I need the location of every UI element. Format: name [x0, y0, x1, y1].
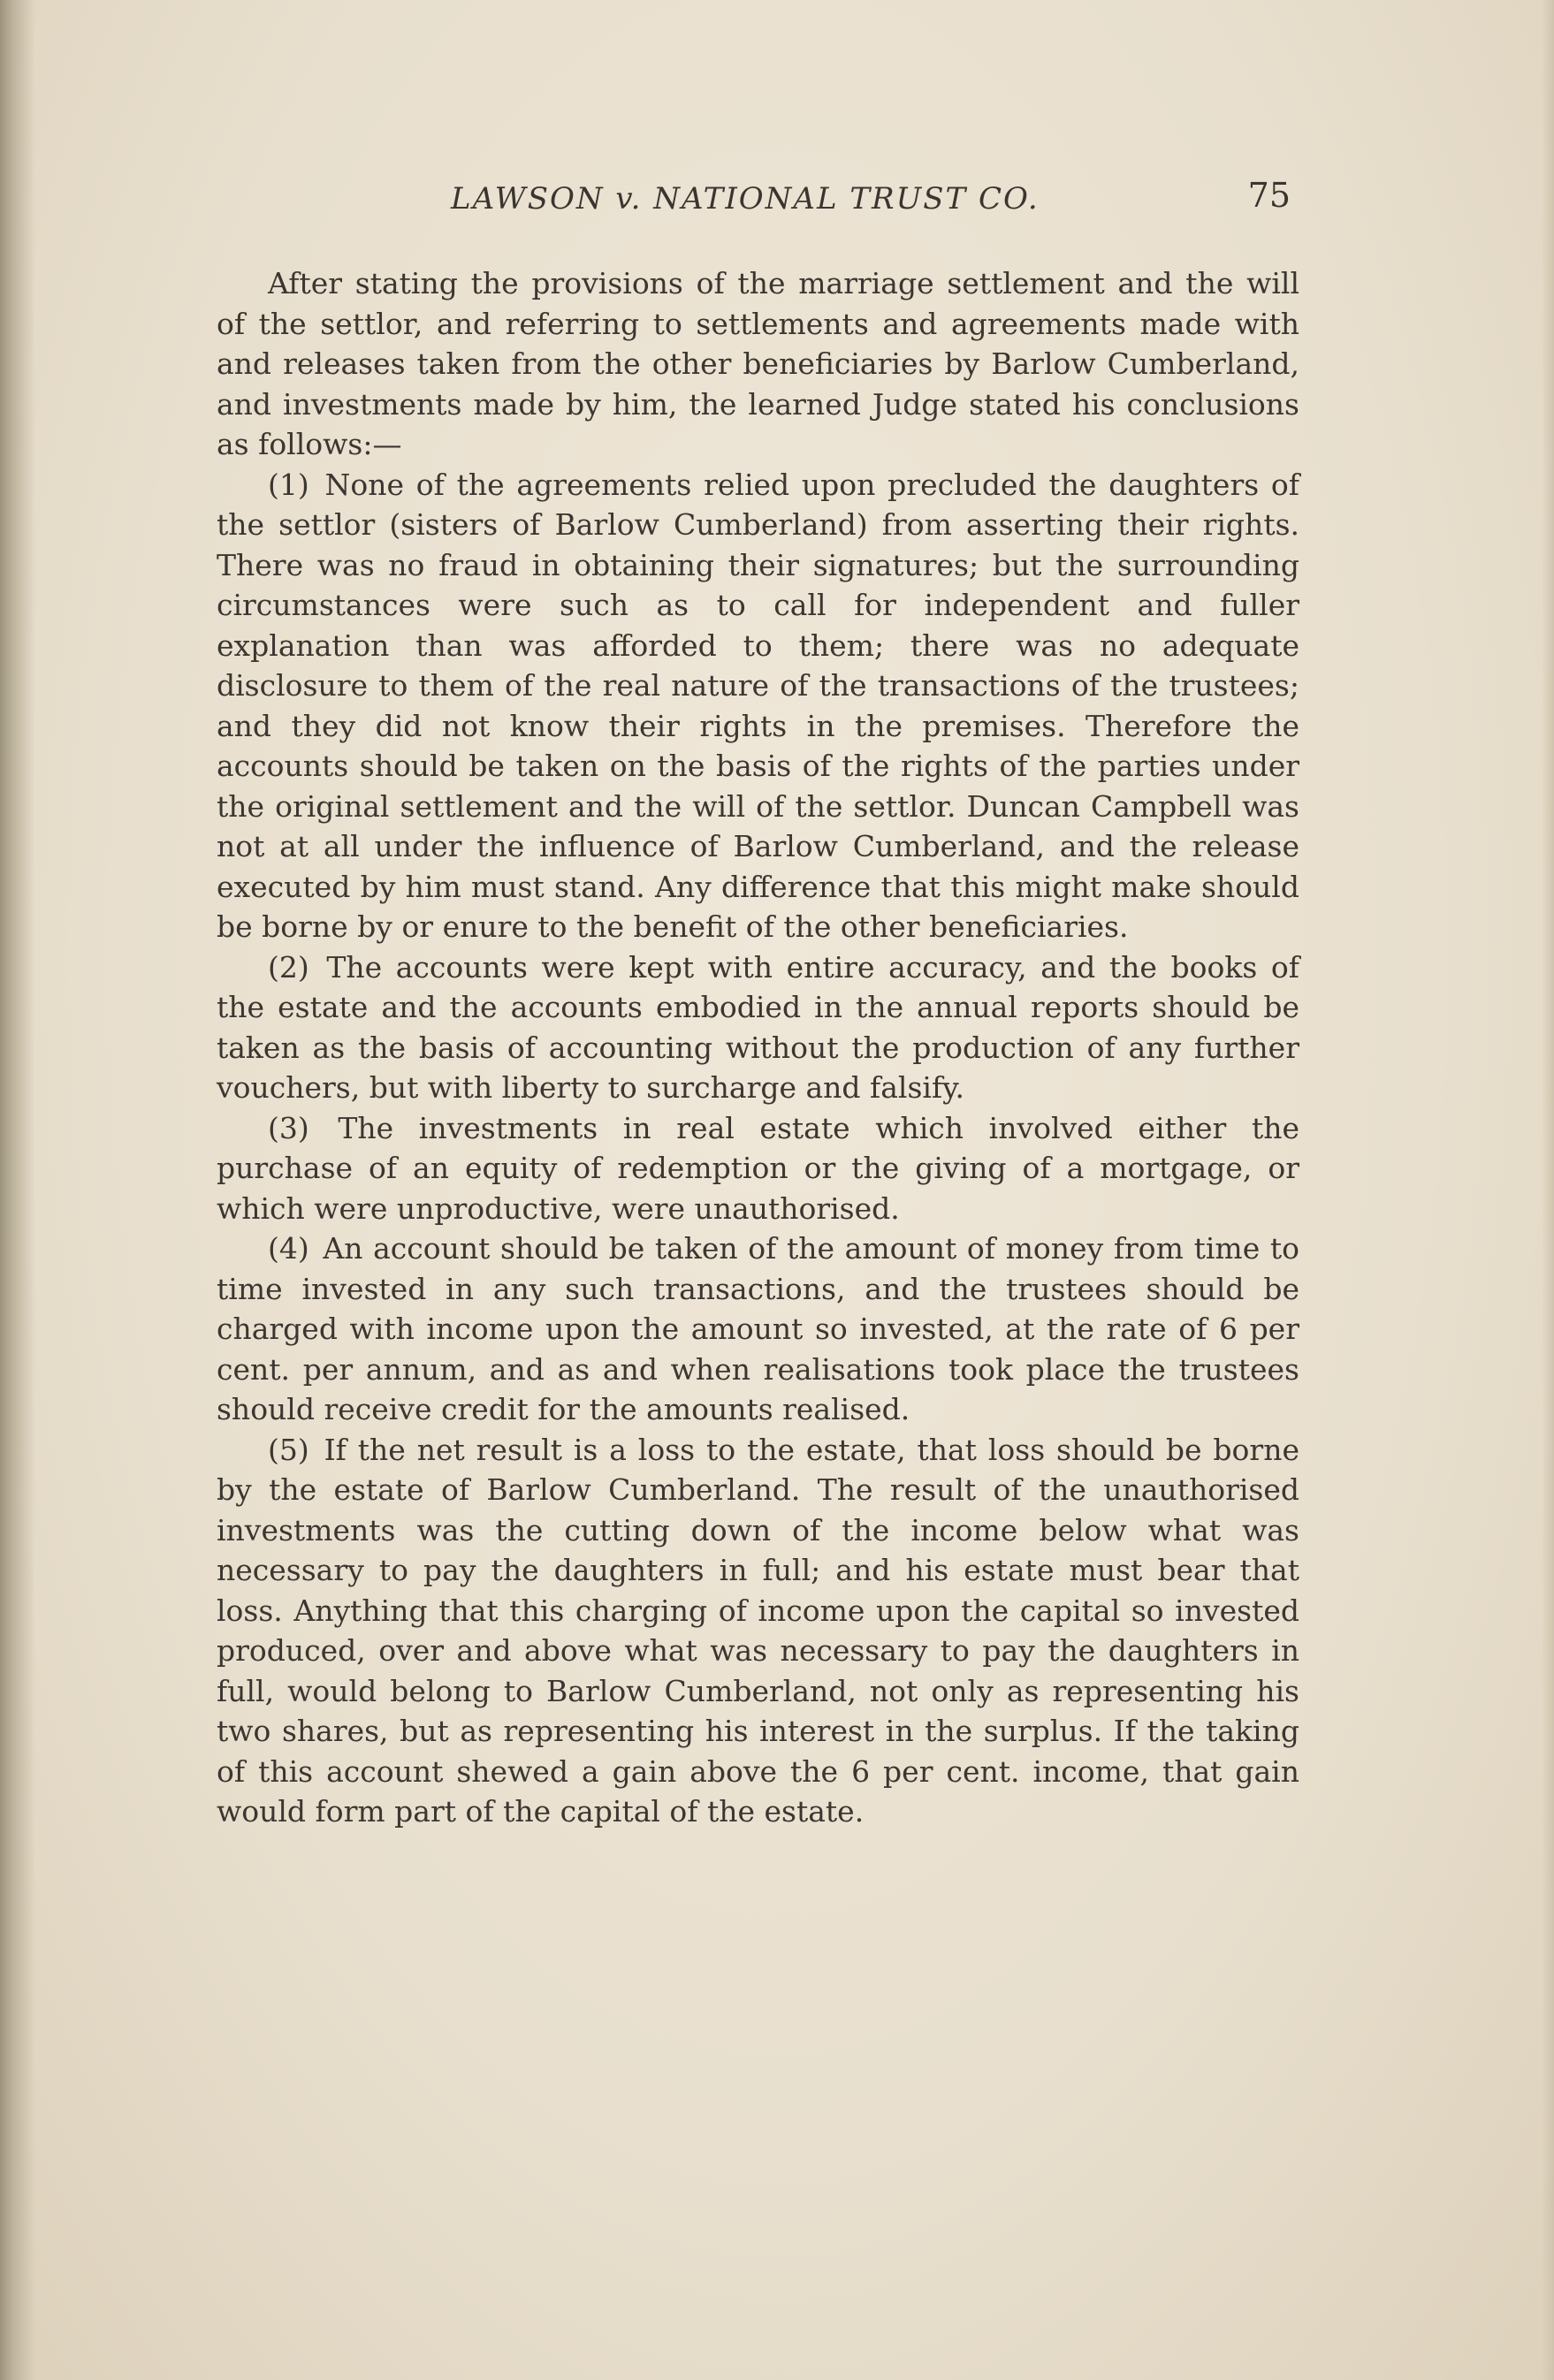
- paragraph-text: The accounts were kept with entire accuracy, and the books of the estate and the accounts embodied in the annual reports should be taken as the basis of accounting without the production of any further vouchers, but with liberty to surcharge and falsify.: [217, 949, 1299, 1105]
- page-number: 75: [1247, 176, 1291, 215]
- paragraph-conclusion-5: [217, 1430, 1299, 1832]
- paragraph-number: (1): [268, 467, 309, 502]
- paragraph-text: After stating the provisions of the marriage settlement and the will of the settlor, and referring to settlements and agreements made with and releases taken from the other beneficiaries by Barlow Cumberland, and investments made by him, the learned Judge stated his conclusions as follows:—: [217, 266, 1299, 461]
- paragraph-text: None of the agreements relied upon precluded the daughters of the settlor (sisters of Barlow Cumberland) from asserting their rights. There was no fraud in obtaining their signatures; but the surrounding circumstances were such as to call for independent and fuller explanation than was afforded to them; there was no adequate disclosure to them of the real nature of the transactions of the trustees; and they did not know their rights in the premises. Therefore the accounts should be taken on the basis of the rights of the parties under the original settlement and the will of the settlor. Duncan Campbell was not at all under the influence of Barlow Cumberland, and the release executed by him must stand. Any difference that this might make should be borne by or enure to the benefit of the other beneficiaries.: [217, 467, 1299, 944]
- paragraph-number: (2): [268, 949, 309, 985]
- paragraph-text: An account should be taken of the amount of money from time to time invested in any such transactions, and the trustees should be charged with income upon the amount so invested, at the rate of 6 per cent. per annum, and as and when realisations took place the trustees should receive credit for the amounts realised.: [217, 1231, 1299, 1426]
- paragraph-conclusion-3: [217, 1108, 1299, 1229]
- page-header: [217, 176, 1291, 234]
- paragraph-conclusion-2: [217, 947, 1299, 1108]
- paragraph-conclusion-1: [217, 465, 1299, 947]
- paragraph-conclusion-4: [217, 1228, 1299, 1430]
- spine-shadow: [0, 0, 35, 2380]
- paragraph-number: (3): [268, 1110, 309, 1145]
- page-edge: [1542, 0, 1554, 2380]
- paragraph-intro: [217, 263, 1299, 465]
- body-text: [217, 263, 1299, 1832]
- running-head: LAWSON v. NATIONAL TRUST CO.: [451, 181, 1040, 217]
- paragraph-number: (4): [268, 1231, 309, 1266]
- paragraph-number: (5): [268, 1432, 309, 1467]
- paragraph-text: If the net result is a loss to the estate, that loss should be borne by the estate of Barlow Cumberland. The result of the unauthorised investments was the cutting down of the income below what was necessary to pay the daughters in full; and his estate must bear that loss. Anything that this charging of income upon the capital so invested produced, over and above what was necessary to pay the daughters in full, would belong to Barlow Cumberland, not only as representing his two shares, but as representing his interest in the surplus. If the taking of this account shewed a gain above the 6 per cent. income, that gain would form part of the capital of the estate.: [217, 1432, 1299, 1829]
- paragraph-text: The investments in real estate which involved either the purchase of an equity of redemption or the giving of a mortgage, or which were unproductive, were unauthorised.: [217, 1110, 1299, 1226]
